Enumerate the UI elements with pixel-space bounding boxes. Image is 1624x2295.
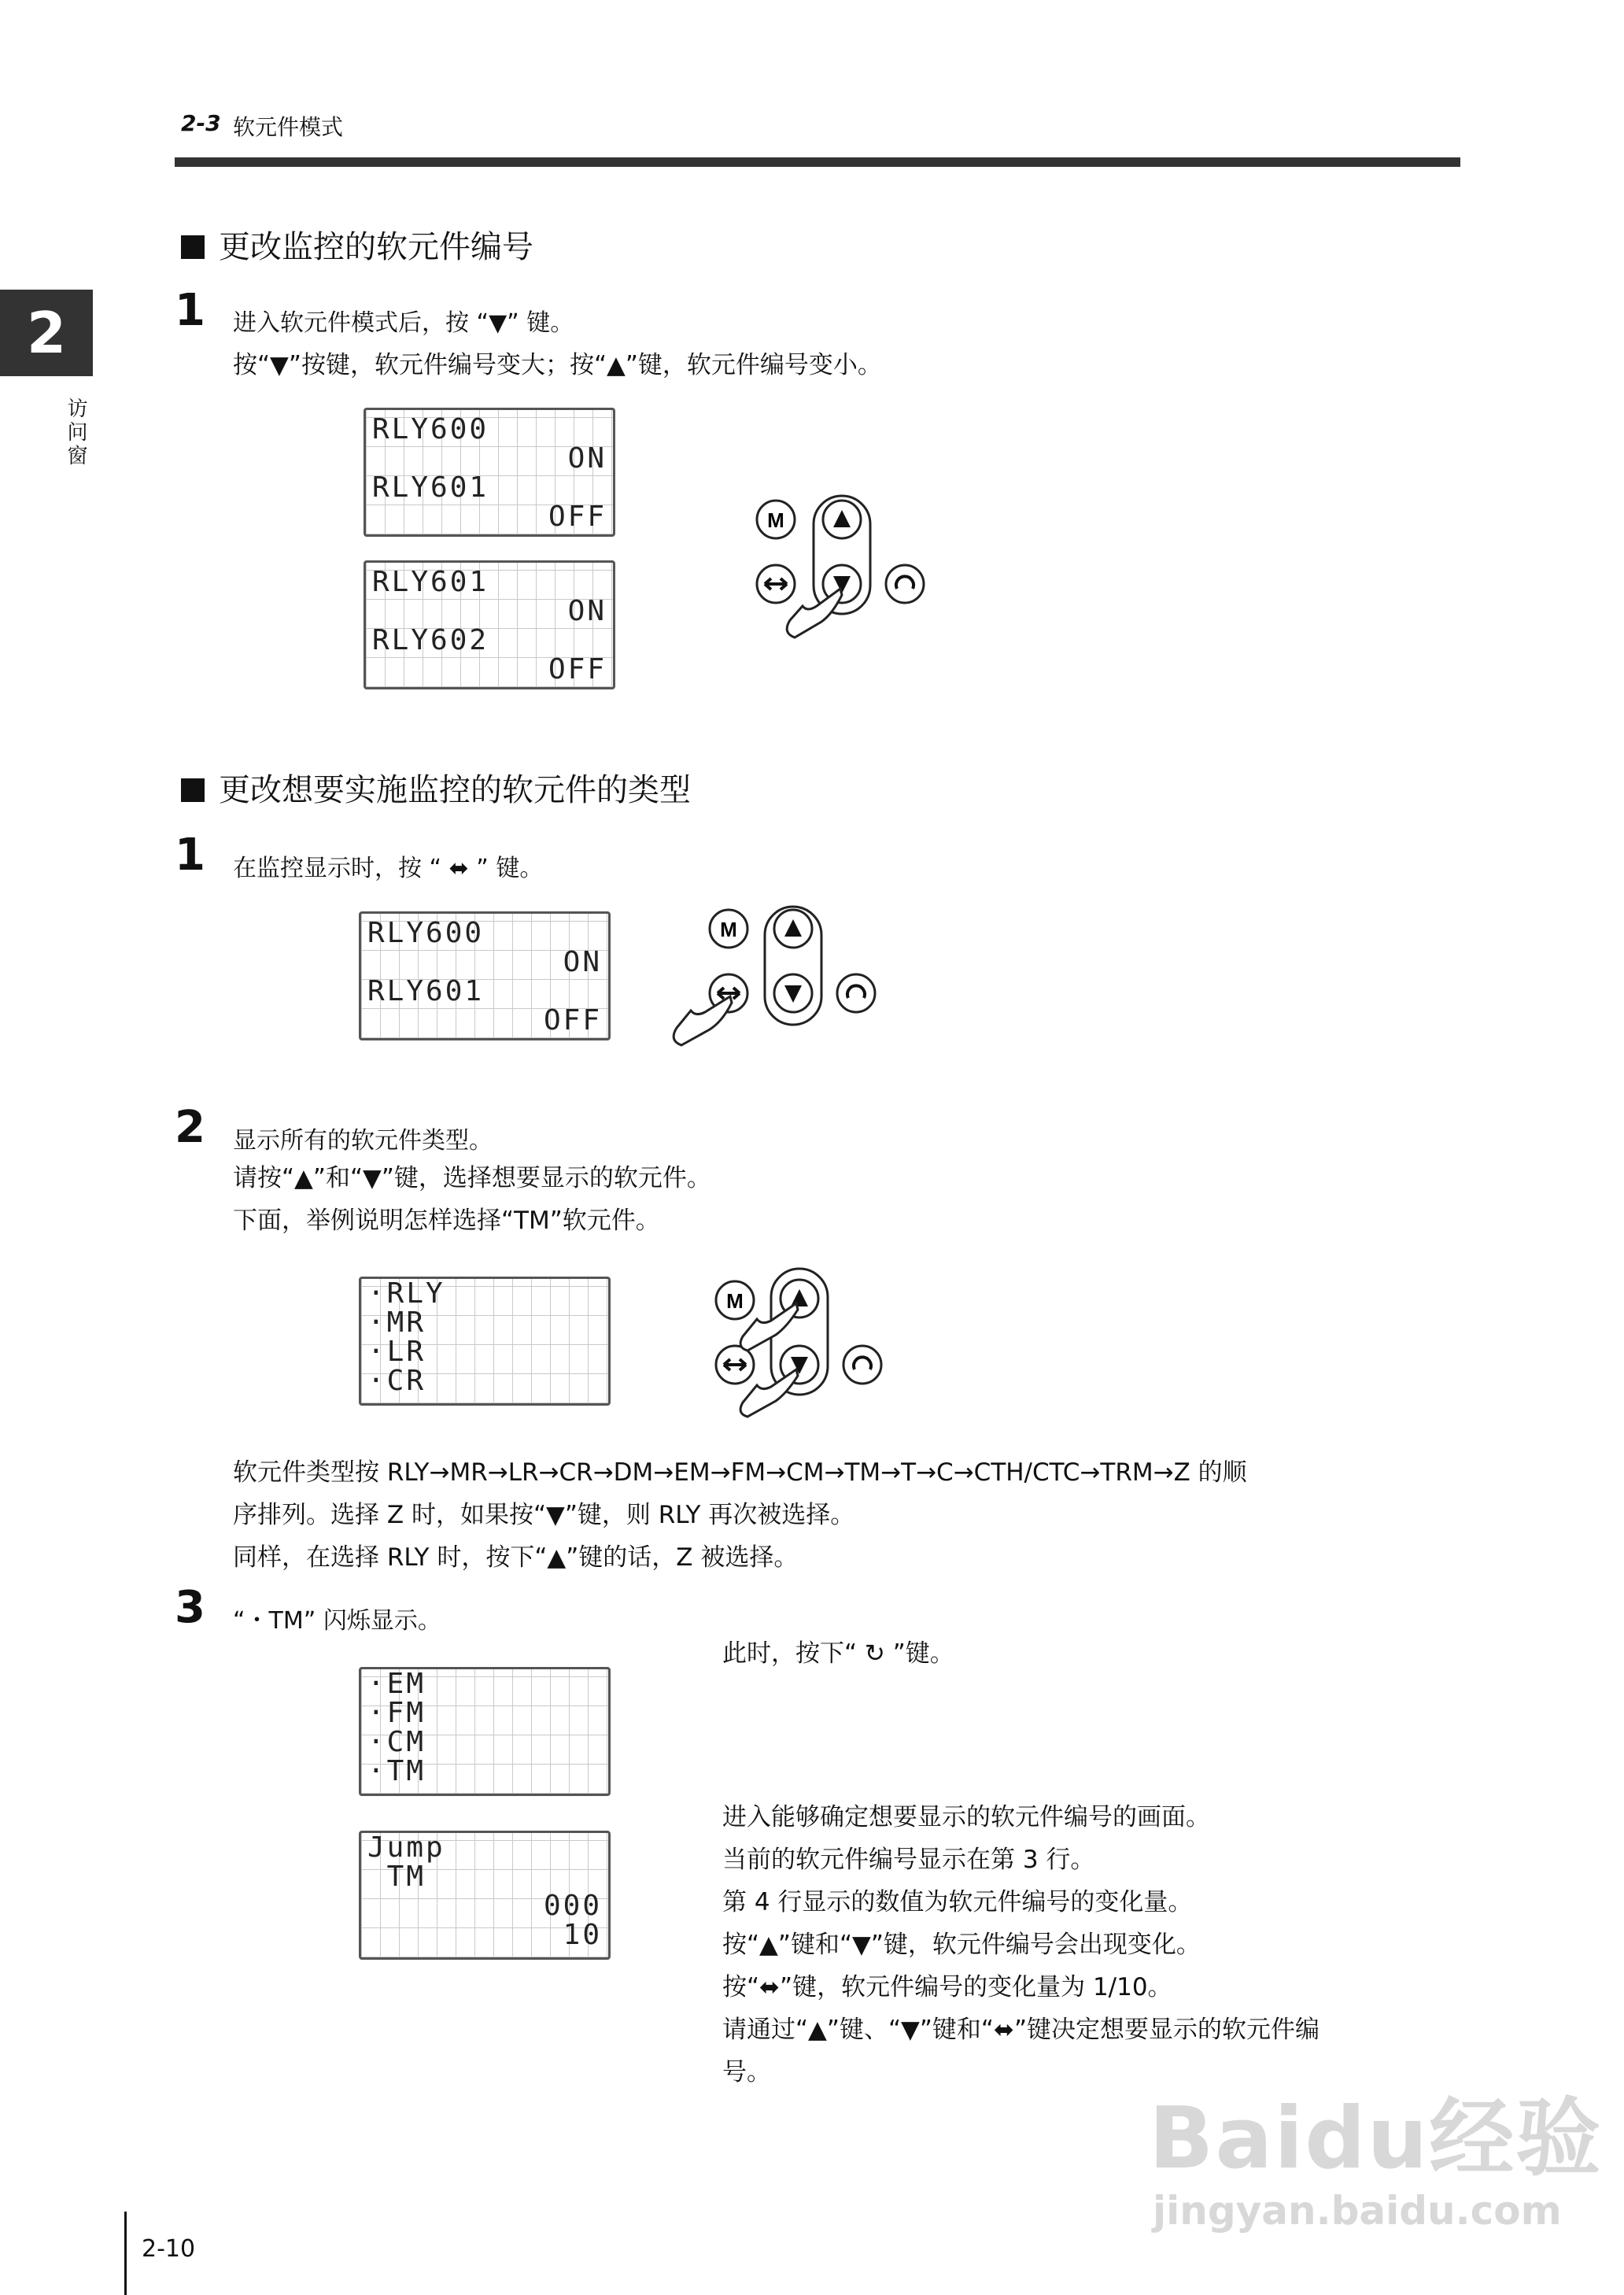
instruction-text: 按“⬌”键，软元件编号的变化量为 1/10。 — [722, 1973, 1172, 2001]
lcd-line: ·RLY — [367, 1277, 445, 1310]
lcd-line: ·FM — [367, 1697, 426, 1729]
section-heading-1 — [181, 222, 533, 267]
lcd-line: OFF — [548, 501, 607, 533]
heading-text: 更改监控的软元件编号 — [219, 229, 533, 265]
svg-text:M: M — [726, 1289, 744, 1313]
return-key-icon — [837, 974, 875, 1012]
keypad-illustration — [740, 488, 936, 653]
finger-icon — [674, 996, 732, 1045]
step-number: 1 — [175, 285, 205, 336]
instruction-text: 当前的软元件编号显示在第 3 行。 — [722, 1846, 1095, 1874]
step-text: 进入软元件模式后，按 “▼” 键。 — [233, 309, 574, 337]
header-rule — [175, 157, 1460, 167]
step-text: “・TM” 闪烁显示。 — [233, 1607, 441, 1635]
lcd-line: ·EM — [367, 1668, 426, 1700]
step-detail: 请按“▲”和“▼”键，选择想要显示的软元件。 — [233, 1164, 711, 1192]
instruction-text: 按“▲”键和“▼”键，软元件编号会出现变化。 — [722, 1931, 1201, 1959]
order-paragraph-line: 同样，在选择 RLY 时，按下“▲”键的话，Z 被选择。 — [233, 1543, 799, 1572]
return-key-icon — [843, 1346, 881, 1384]
lcd-line: RLY601 — [367, 975, 485, 1007]
lcd-line: 000 — [543, 1890, 602, 1922]
lcd-line: ON — [563, 946, 602, 978]
chapter-number: 2 — [0, 290, 93, 376]
lcd-line: ·CM — [367, 1726, 426, 1758]
lcd-display — [359, 1277, 611, 1406]
lcd-line: RLY601 — [372, 471, 489, 504]
lcd-display — [364, 408, 615, 537]
instruction-text: 进入能够确定想要显示的软元件编号的画面。 — [722, 1803, 1210, 1831]
chapter-side-label: 访问窗 — [64, 397, 87, 468]
lcd-display — [359, 1667, 611, 1796]
lcd-line: ON — [567, 595, 607, 627]
svg-text:M: M — [720, 918, 737, 941]
step-number: 2 — [175, 1102, 205, 1153]
watermark-logo: Baidu经验 — [1149, 2090, 1603, 2188]
lcd-line: 10 — [563, 1919, 602, 1951]
square-bullet-icon — [181, 778, 205, 802]
lcd-line: Jump — [367, 1831, 445, 1864]
heading-text: 更改想要实施监控的软元件的类型 — [219, 772, 691, 808]
svg-text:M: M — [767, 508, 784, 532]
instruction-text: 请通过“▲”键、“▼”键和“⬌”键决定想要显示的软元件编 — [722, 2016, 1320, 2044]
section-heading-2 — [181, 765, 691, 810]
section-title: 软元件模式 — [233, 114, 344, 140]
lcd-display — [359, 911, 611, 1040]
lcd-line: RLY600 — [367, 917, 485, 949]
lcd-line: TM — [367, 1861, 426, 1893]
step-detail: 下面，举例说明怎样选择“TM”软元件。 — [233, 1207, 660, 1235]
order-paragraph-line: 软元件类型按 RLY→MR→LR→CR→DM→EM→FM→CM→TM→T→C→CTH/CTC→TRM→Z 的顺 — [233, 1458, 1247, 1487]
lcd-line: OFF — [548, 653, 607, 686]
order-paragraph-line: 序排列。选择 Z 时，如果按“▼”键，则 RLY 再次被选择。 — [233, 1501, 855, 1529]
watermark-url: jingyan.baidu.com — [1153, 2188, 1562, 2234]
keypad-illustration — [663, 905, 891, 1062]
instruction-text: 第 4 行显示的数值为软元件编号的变化量。 — [722, 1888, 1193, 1916]
lcd-line: ·LR — [367, 1336, 426, 1368]
lcd-display — [359, 1831, 611, 1960]
lcd-line: RLY602 — [372, 624, 489, 656]
step-text: 显示所有的软元件类型。 — [233, 1127, 493, 1155]
lcd-line: ·MR — [367, 1306, 426, 1339]
section-number: 2-3 — [181, 110, 221, 136]
square-bullet-icon — [181, 235, 205, 259]
step-text: 在监控显示时，按 “ ⬌ ” 键。 — [233, 855, 544, 882]
step-number: 1 — [175, 830, 205, 881]
lcd-line: RLY601 — [372, 566, 489, 598]
page-number: 2-10 — [142, 2235, 196, 2263]
step-detail: 按“▼”按键，软元件编号变大；按“▲”键，软元件编号变小。 — [233, 351, 882, 379]
lcd-line: OFF — [543, 1004, 602, 1037]
lcd-line: ·TM — [367, 1755, 426, 1787]
lcd-line: ·CR — [367, 1365, 426, 1397]
step-number: 3 — [175, 1582, 205, 1633]
return-key-icon — [886, 565, 924, 603]
lcd-line: RLY600 — [372, 413, 489, 445]
instruction-text: 此时，按下“ ↻ ”键。 — [722, 1639, 954, 1668]
instruction-text: 号。 — [722, 2058, 771, 2086]
lcd-display — [364, 560, 615, 689]
lcd-line: ON — [567, 442, 607, 475]
footer-rule — [124, 2212, 127, 2295]
keypad-illustration — [700, 1267, 905, 1432]
